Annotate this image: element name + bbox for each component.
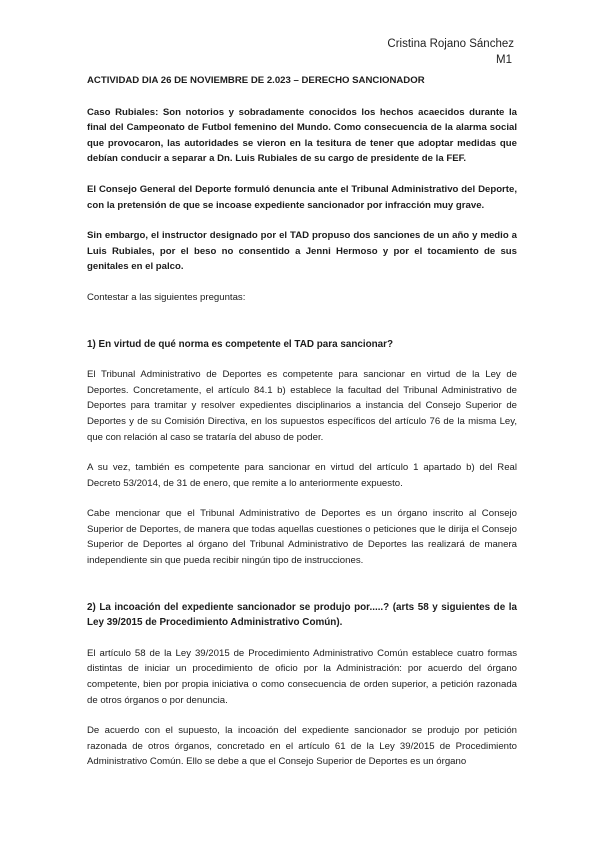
- document-title: ACTIVIDAD DIA 26 DE NOVIEMBRE DE 2.023 – DERECHO SANCIONADOR: [87, 75, 425, 86]
- answer-2-paragraph: El artículo 58 de la Ley 39/2015 de Procedimiento Administrativo Común establece cuatro formas distintas de iniciar un procedimiento de oficio por la Administración: por acuerdo del órgano competente, bien por propia iniciativa o como consecuencia de orden superior, a petición razonada de otros órganos o por denuncia.: [87, 647, 517, 706]
- case-paragraph: Caso Rubiales: Son notorios y sobradamente conocidos los hechos acaecidos durante la final del Campeonato de Futbol femenino del Mundo. Como consecuencia de la alarma social que provocaron, las autoridades se vieron en la tesitura de tener que adoptar medidas que debían conducir a separar a Dn. Luis Rubiales de su cargo de presidente de la FEF.: [87, 106, 517, 165]
- question-1: 1) En virtud de qué norma es competente el TAD para sancionar?: [87, 338, 394, 350]
- answer-1-paragraph: A su vez, también es competente para sancionar en virtud del artículo 1 apartado b) del Real Decreto 53/2014, de 31 de enero, que remite a lo anteriormente expuesto.: [87, 462, 517, 489]
- answer-2-paragraph: De acuerdo con el supuesto, la incoación del expediente sancionador se produjo por petición razonada de otros órganos, concretado en el artículo 61 de la Ley 39/2015 de Procedimiento Administrativo Común. Ello se debe a que el Consejo Superior de Deportes es un órgano: [87, 725, 517, 768]
- answer-1-paragraph: El Tribunal Administrativo de Deportes es competente para sancionar en virtud de la Ley de Deportes. Concretamente, el artículo 84.1 b) establece la facultad del Tribunal Administrativo de Deportes para tramitar y resolver expedientes disciplinarios a instancia del Consejo Superior de Deportes y de su Comisión Directiva, en los supuestos específicos del artículo 76 de la misma Ley, que con relación al caso se trataría del abuso de poder.: [87, 369, 517, 443]
- instruction-text: Contestar a las siguientes preguntas:: [87, 291, 246, 303]
- answer-1-paragraph: Cabe mencionar que el Tribunal Administrativo de Deportes es un órgano inscrito al Consejo Superior de Deportes, de manera que todas aquellas cuestiones o peticiones que le dirija el Consejo Superior de Deportes al órgano del Tribunal Administrativo de Deportes las realizará de manera independiente sin que pueda recibir ningún tipo de instrucciones.: [87, 508, 517, 567]
- proposal-paragraph: Sin embargo, el instructor designado por el TAD propuso dos sanciones de un año y medio a Luis Rubiales, por el beso no consentido a Jenni Hermoso y por el tocamiento de sus genitales en el palco.: [87, 230, 517, 273]
- complaint-paragraph: El Consejo General del Deporte formuló denuncia ante el Tribunal Administrativo del Deporte, con la pretensión de que se incoase expediente sancionador por infracción muy grave.: [87, 183, 517, 211]
- author-block: [387, 36, 514, 68]
- document-body: [87, 73, 517, 770]
- author-group: M1: [496, 54, 512, 66]
- author-name: Cristina Rojano Sánchez: [387, 38, 514, 50]
- question-2: 2) La incoación del expediente sancionador se produjo por.....? (arts 58 y siguientes de la Ley 39/2015 de Procedimiento Administrativo Común).: [87, 601, 517, 629]
